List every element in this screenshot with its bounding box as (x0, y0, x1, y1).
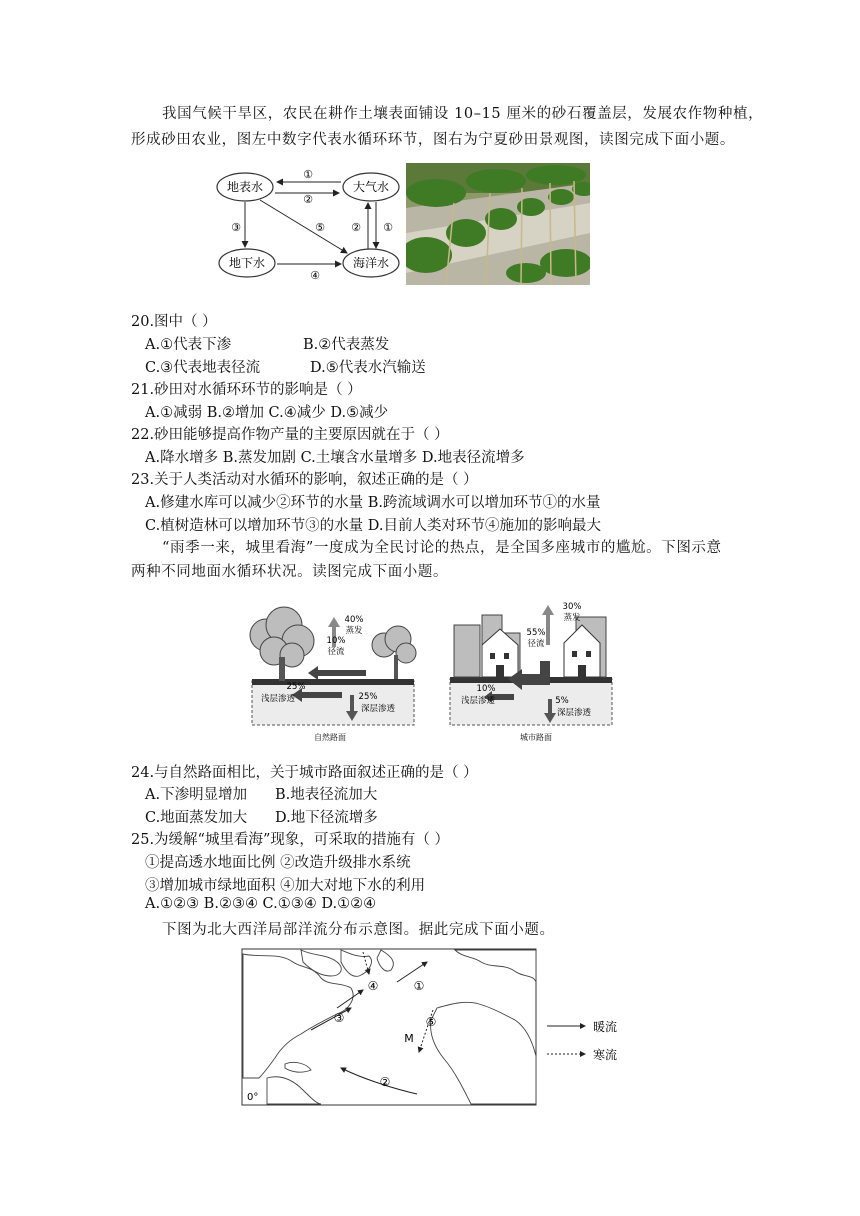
intro-paragraph-1-line-1: 我国气候干旱区，农民在耕作土壤表面铺设 10–15 厘米的砂石覆盖层，发展农作物种植， (162, 106, 764, 122)
map-legend (545, 1016, 635, 1066)
natural-road-caption: 自然路面 (314, 733, 346, 742)
label-5: ⑤ (315, 221, 325, 234)
question-21-options: A.①减弱 B.②增加 C.④减少 D.⑤减少 (145, 405, 389, 421)
legend-warm-label: 暖流 (593, 1020, 618, 1034)
question-22-options: A.降水增多 B.蒸发加剧 C.土壤含水量增多 D.地表径流增多 (145, 450, 525, 466)
natural-runoff-label: 径流 (327, 647, 345, 657)
sand-field-photo (406, 163, 590, 285)
urban-runoff-percent: 55% (526, 628, 546, 638)
atmospheric-water-label: 大气水 (352, 180, 390, 194)
urban-deep-label: 深层渗透 (556, 708, 592, 718)
map-label-4: ④ (367, 979, 379, 993)
water-cycle-diagram (205, 163, 405, 285)
question-23-options-line-1: A.修建水库可以减少②环节的水量 B.跨流域调水可以增加环节①的水量 (145, 495, 601, 511)
map-label-1: ① (413, 979, 425, 993)
urban-runoff-label: 径流 (527, 639, 545, 649)
arrow-5 (260, 200, 347, 253)
question-23-options-line-2: C.植树造林可以增加环节③的水量 D.目前人类对环节④施加的影响最大 (145, 518, 602, 534)
question-20-stem: 20.图中（ ） (131, 314, 217, 330)
surface-water-label: 地表水 (226, 180, 264, 194)
question-25-options: A.①②③ B.②③④ C.①③④ D.①②④ (145, 896, 377, 912)
question-24-option-c: C.地面蒸发加大 (145, 810, 248, 826)
road-comparison-diagram (246, 595, 616, 745)
label-3: ③ (231, 221, 241, 234)
question-24-stem: 24.与自然路面相比，关于城市路面叙述正确的是（ ） (131, 765, 478, 781)
label-4: ④ (310, 269, 320, 282)
natural-shallow-percent: 25% (286, 682, 306, 692)
urban-deep-percent: 5% (555, 696, 569, 706)
question-25-measures-line-2: ③增加城市绿地面积 ④加大对地下水的利用 (145, 878, 426, 894)
label-1-right: ① (383, 221, 393, 234)
label-1-top: ① (303, 168, 313, 181)
natural-evap-percent: 40% (344, 615, 364, 625)
intro-paragraph-3: 下图为北大西洋局部洋流分布示意图。据此完成下面小题。 (162, 922, 555, 938)
question-25-measures-line-1: ①提高透水地面比例 ②改造升级排水系统 (145, 855, 411, 871)
question-25-stem: 25.为缓解“城里看海”现象，可采取的措施有（ ） (131, 832, 449, 848)
urban-shallow-label: 浅层渗透 (460, 696, 496, 706)
intro-paragraph-1-line-2: 形成砂田农业，图左中数字代表水循环环节，图右为宁夏砂田景观图，读图完成下面小题。 (131, 132, 735, 148)
legend-cold-label: 寒流 (593, 1048, 618, 1062)
question-20-option-a: A.①代表下渗 (145, 337, 232, 353)
map-label-m: M (404, 1032, 414, 1045)
ocean-current-map (241, 948, 541, 1108)
ocean-water-label: 海洋水 (352, 256, 390, 270)
question-24-option-d: D.地下径流增多 (275, 810, 378, 826)
urban-road-panel (450, 602, 612, 742)
question-23-stem: 23.关于人类活动对水循环的影响，叙述正确的是（ ） (131, 472, 478, 488)
map-label-2: ② (379, 1075, 391, 1089)
urban-shallow-percent: 10% (476, 684, 496, 694)
question-20-option-c: C.③代表地表径流 (145, 360, 261, 376)
label-2-right: ② (351, 221, 361, 234)
question-20-option-b: B.②代表蒸发 (303, 337, 390, 353)
groundwater-label: 地下水 (228, 256, 266, 270)
map-label-3: ③ (333, 1011, 345, 1025)
label-2-top: ② (303, 193, 313, 206)
question-20-option-d: D.⑤代表水汽输送 (310, 360, 426, 376)
natural-runoff-percent: 10% (326, 636, 346, 646)
urban-evap-label: 蒸发 (563, 613, 581, 623)
question-21-stem: 21.砂田对水循环环节的影响是（ ） (131, 382, 362, 398)
natural-road-panel (250, 607, 416, 742)
map-label-equator: 0° (247, 1092, 259, 1103)
natural-deep-percent: 25% (358, 692, 378, 702)
question-22-stem: 22.砂田能够提高作物产量的主要原因就在于（ ） (131, 427, 449, 443)
natural-deep-label: 深层渗透 (360, 704, 396, 714)
question-24-option-a: A.下渗明显增加 (145, 787, 248, 803)
intro-paragraph-2-line-2: 两种不同地面水循环状况。读图完成下面小题。 (131, 564, 449, 580)
natural-shallow-label: 浅层渗透 (260, 694, 296, 704)
natural-evap-label: 蒸发 (345, 626, 363, 636)
urban-evap-percent: 30% (562, 602, 582, 612)
map-label-5: ⑤ (425, 1015, 437, 1029)
urban-road-caption: 城市路面 (520, 733, 552, 742)
intro-paragraph-2-line-1: “雨季一来，城里看海”一度成为全民讨论的热点，是全国多座城市的尴尬。下图示意 (162, 540, 722, 556)
question-24-option-b: B.地表径流加大 (275, 787, 378, 803)
